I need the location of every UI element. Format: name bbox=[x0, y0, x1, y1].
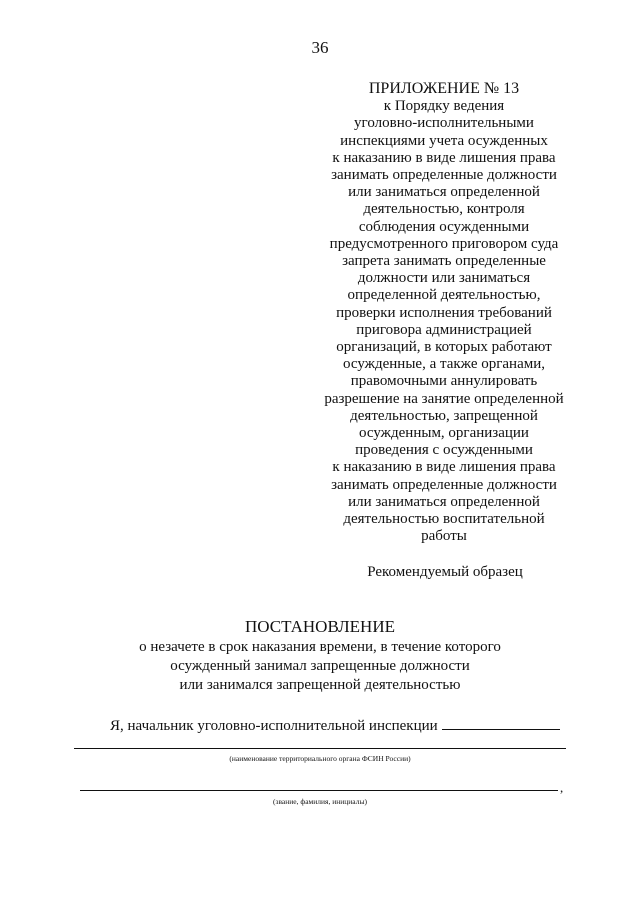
territorial-body-caption: (наименование территориального органа ФСИН России) bbox=[229, 754, 411, 763]
subtitle-line: осужденный занимал запрещенные должности bbox=[170, 658, 470, 674]
rank-name-blank-line[interactable] bbox=[80, 790, 558, 791]
resolution-subtitle bbox=[0, 638, 640, 695]
appendix-line: деятельностью, запрещенной bbox=[350, 407, 538, 424]
appendix-line: разрешение на занятие определенной bbox=[324, 390, 564, 407]
intro-line bbox=[110, 716, 580, 735]
appendix-line: проверки исполнения требований bbox=[336, 304, 552, 321]
appendix-line: деятельностью воспитательной bbox=[343, 511, 545, 528]
appendix-line: проведения с осужденными bbox=[355, 442, 533, 459]
recommended-sample-label: Рекомендуемый образец bbox=[367, 564, 523, 580]
appendix-line: определенной деятельностью, bbox=[347, 287, 541, 304]
appendix-line: должности или заниматься bbox=[357, 270, 531, 287]
appendix-line: инспекциями учета осужденных bbox=[340, 132, 548, 149]
appendix-line: деятельностью, контроля bbox=[363, 201, 525, 218]
appendix-line: к наказанию в виде лишения права bbox=[332, 459, 556, 476]
appendix-line: соблюдения осужденными bbox=[358, 218, 530, 235]
appendix-line: осужденным, организации bbox=[359, 425, 529, 442]
appendix-line: к Порядку ведения bbox=[383, 98, 505, 115]
territorial-body-blank-line[interactable] bbox=[74, 748, 566, 749]
subtitle-line: или занимался запрещенной деятельностью bbox=[179, 677, 461, 693]
appendix-block bbox=[322, 80, 566, 545]
rank-name-caption: (звание, фамилия, инициалы) bbox=[273, 797, 367, 806]
appendix-line: или заниматься определенной bbox=[348, 184, 540, 201]
appendix-line: или заниматься определенной bbox=[348, 493, 540, 510]
intro-text: Я, начальник уголовно-исполнительной инспекции bbox=[110, 718, 438, 734]
appendix-line: занимать определенные должности bbox=[331, 167, 557, 184]
page-number: 36 bbox=[311, 38, 329, 57]
subtitle-line: о незачете в срок наказания времени, в течение которого bbox=[139, 639, 501, 655]
appendix-line: приговора администрацией bbox=[356, 321, 532, 338]
appendix-line: предусмотренного приговором суда bbox=[329, 235, 559, 252]
appendix-line: работы bbox=[421, 528, 467, 545]
appendix-line: осужденные, а также органами, bbox=[342, 356, 545, 373]
appendix-lines bbox=[322, 98, 566, 545]
appendix-line: к наказанию в виде лишения права bbox=[332, 149, 556, 166]
appendix-line: организаций, в которых работают bbox=[336, 339, 552, 356]
resolution-title: ПОСТАНОВЛЕНИЕ bbox=[244, 617, 395, 636]
appendix-line: правомочными аннулировать bbox=[350, 373, 538, 390]
appendix-heading: ПРИЛОЖЕНИЕ № 13 bbox=[368, 80, 520, 97]
appendix-line: запрета занимать определенные bbox=[342, 253, 546, 270]
inspection-blank-field[interactable] bbox=[442, 716, 560, 730]
line-end-comma: , bbox=[560, 780, 564, 795]
appendix-line: занимать определенные должности bbox=[331, 476, 557, 493]
appendix-line: уголовно-исполнительными bbox=[354, 115, 534, 132]
